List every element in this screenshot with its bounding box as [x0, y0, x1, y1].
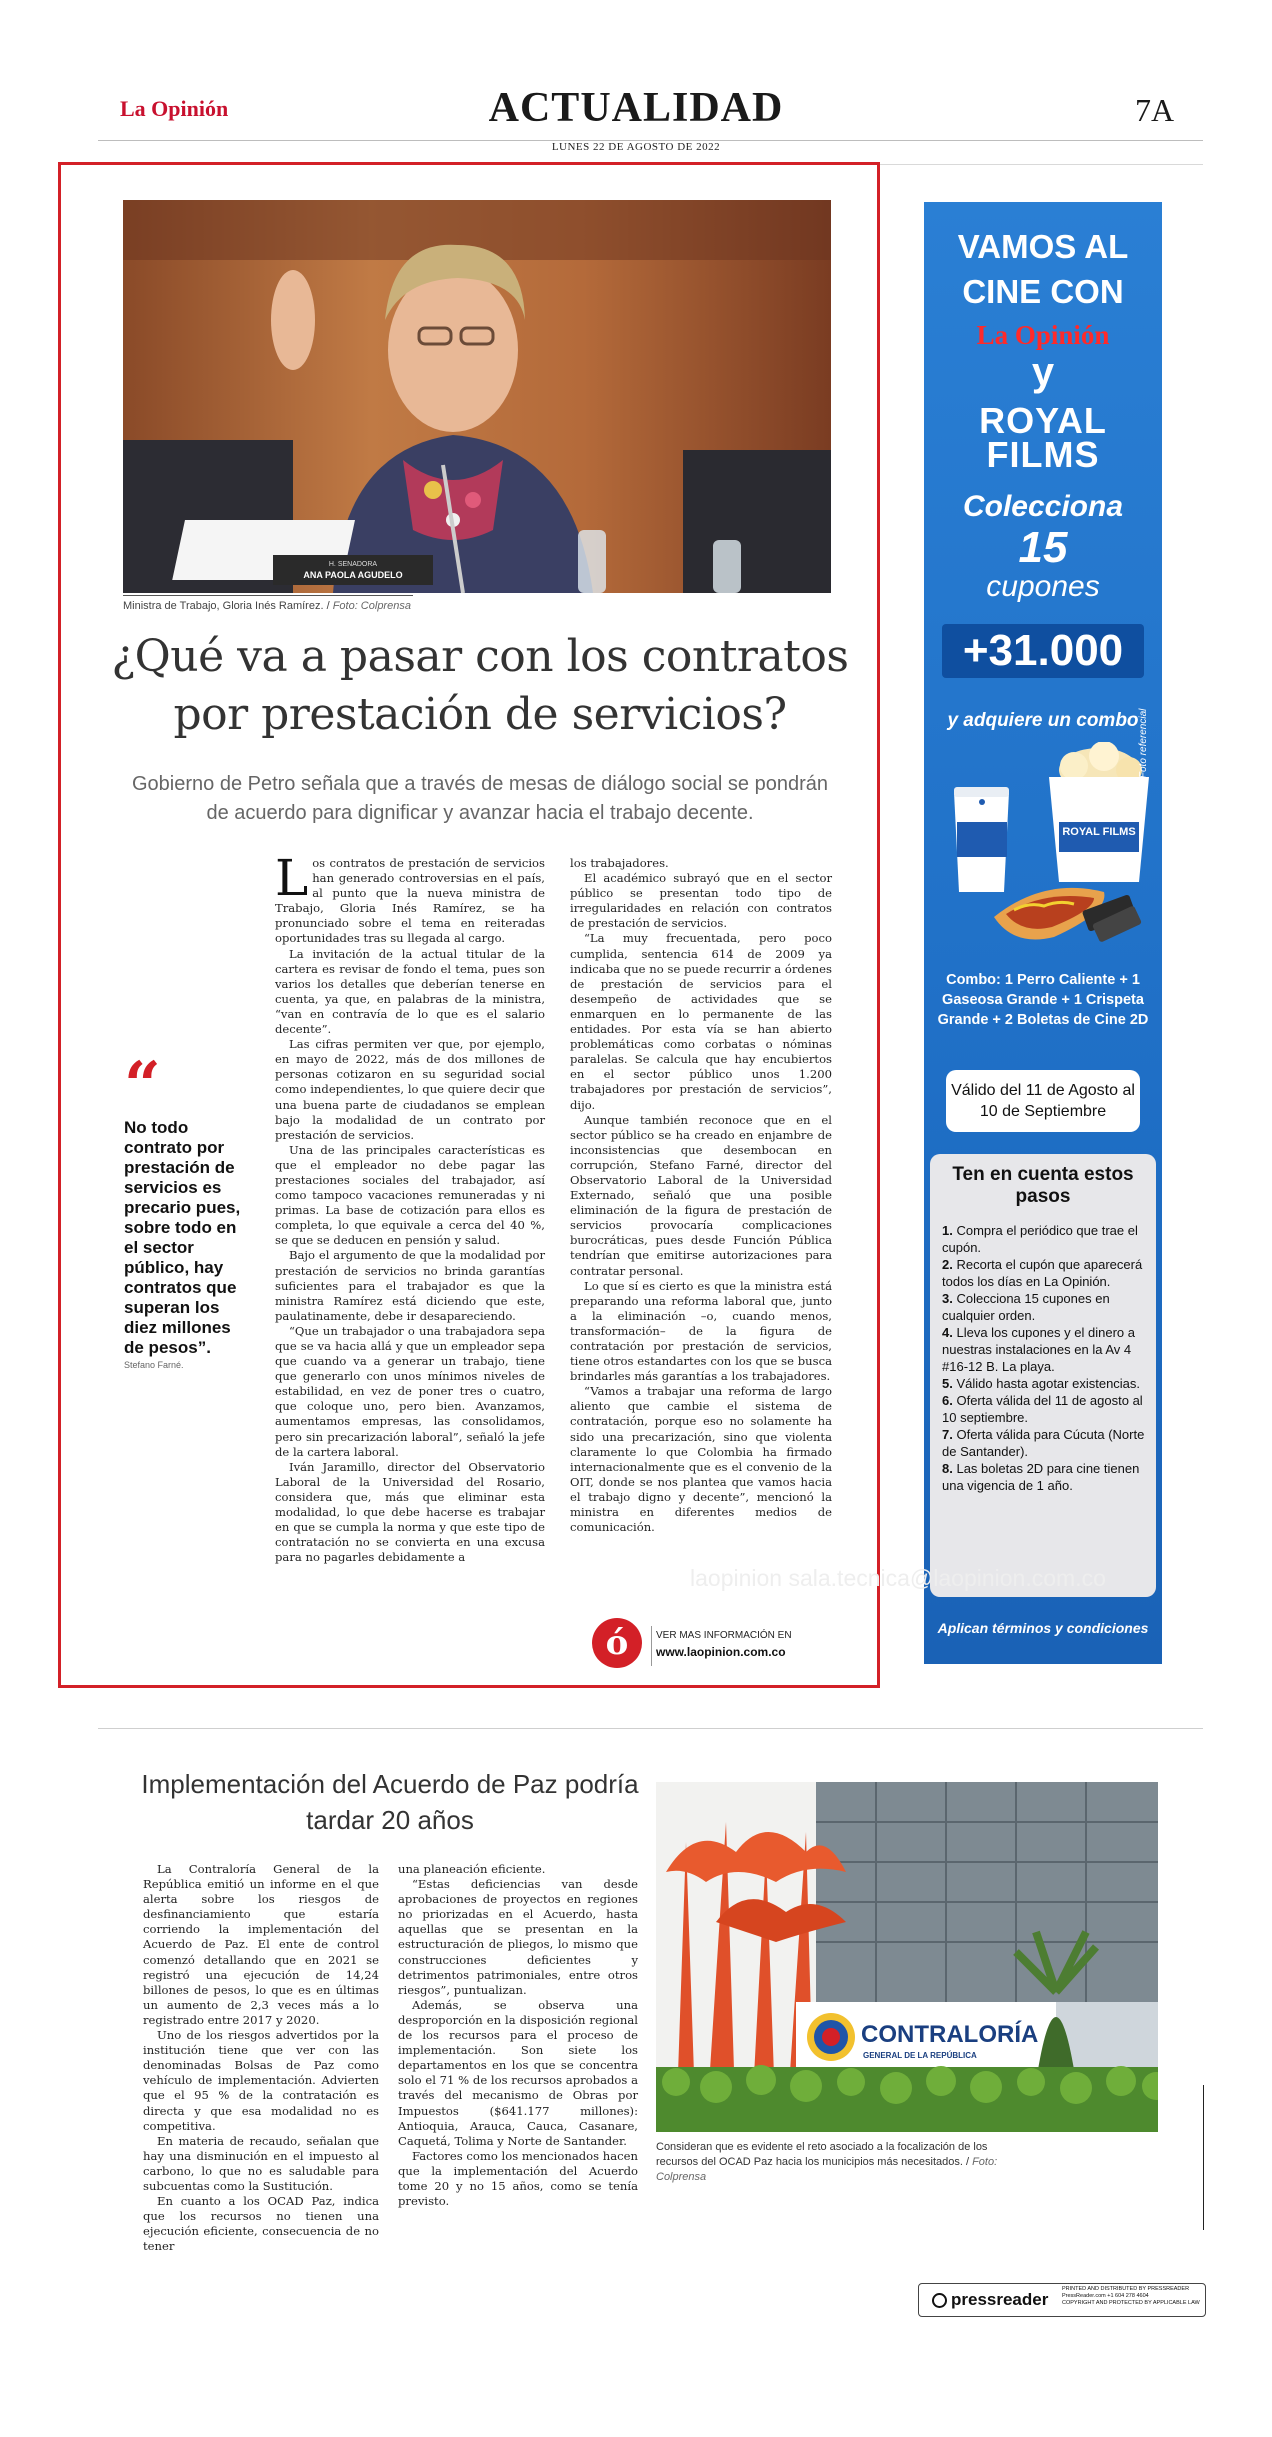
pull-quote-author: Stefano Farné.	[124, 1360, 184, 1370]
article-photo	[123, 200, 831, 593]
page-number: 7A	[1135, 92, 1175, 128]
article-paragraph: “Que un trabajador o una trabajadora sepa que se va hacia allá y que un empleador sepa que cuando va a generar un trabajo, tiene que generarlo con unos mínimos niveles de estabilidad, en vez de poner tres o cuatro, que coloque uno, pero bien. Avanzamos, aumentamos empresas, las consolidamos, pero sin precarización laboral”, señaló la jefe de la cartera laboral.	[275, 1323, 545, 1459]
second-article-headline: Implementación del Acuerdo de Paz podría tardar 20 años	[141, 1769, 639, 1835]
pressreader-icon	[932, 2293, 947, 2308]
ad-step: 4. Lleva los cupones y el dinero a nuestras instalaciones en la Av 4 #16-12 B. La playa.	[942, 1325, 1135, 1374]
article-paragraph: Además, se observa una desproporción en la disposición regional de los recursos para el proceso de implementación. Son siete los departamentos en los que se concentra solo el 71 % de los recursos aprobados a través del mecanismo de Obras por Impuestos ($641.177 millones): Antioquia, Arauca, Cauca, Casanare, Caquetá, Tolima y Norte de Santander.	[398, 1997, 638, 2148]
ad-step: 8. Las boletas 2D para cine tienen una vigencia de 1 año.	[942, 1461, 1140, 1493]
la-opinion-logo-icon: ó	[592, 1618, 642, 1668]
photo-caption	[123, 600, 411, 612]
ad-cupones: cupones	[986, 570, 1100, 603]
second-article-column-2	[398, 1862, 638, 2209]
ad-title: VAMOS AL CINE CON	[957, 228, 1129, 310]
ad-brand: La Opinión	[976, 320, 1110, 350]
ad-step: 5. Válido hasta agotar existencias.	[942, 1376, 1141, 1391]
margin-line	[1203, 2085, 1204, 2230]
box-label: ROYAL FILMS	[1062, 826, 1136, 838]
ad-terms: Aplican términos y condiciones	[937, 1620, 1149, 1636]
second-article-column-1	[143, 1862, 379, 2254]
contraloria-sign-sub: GENERAL DE LA REPÚBLICA	[863, 2051, 977, 2060]
article-paragraph: “Vamos a trabajar una reforma de largo aliento que cambie el sistema de contratación, porque eso no solamente ha sido una precarización, sino que violenta claramente lo que Colombia ha firmado internacionalmente que es el convenio de la OIT, donde se nos plantea que vamos hacia el trabajo digno y decente”, mencionó la ministra en diferentes medios de comunicación.	[570, 1384, 832, 1535]
article-paragraph: La invitación de la actual titular de la cartera es revisar de fondo el tema, pues son varios los detalles que deberían tenerse en cuenta, ya que, en palabras de la ministra, “van en contravía de lo que es el salario decente”.	[275, 946, 545, 1037]
pressreader-line: PRINTED AND DISTRIBUTED BY PRESSREADER	[1062, 2286, 1190, 2292]
article-paragraph: Aunque también reconoce que en el sector público se ha creado en enjambre de inconsistencias que desembocan en corrupción, Stefano Farné, director del Observatorio Laboral de la Universidad Externado, señaló que una posible eliminación de la figura de prestación de servicios provocaría complicaciones burocráticas, pues desde Función Pública tendrían que emitirse autorizaciones para contratar personal.	[570, 1112, 832, 1278]
ad-step: 1. Compra el periódico que trae el cupón.	[942, 1223, 1138, 1255]
nameplate-line1: H. SENADORA	[328, 561, 378, 568]
article-paragraph: Los contratos de prestación de servicios han generado controversias en el país, al punto que la nueva ministra de Trabajo, Gloria Inés Ramírez, se ha pronunciado sobre el tema en reiteradas oportunidades tras su llegada al cargo.	[275, 849, 545, 946]
article-paragraph: Lo que sí es cierto es que la ministra está preparando una reforma laboral que, junto a la eliminación –o, cuando menos, transformación– de la figura de contratación por prestación de servicios, tiene otros estandartes con los que se busca brindarles más garantías a los trabajadores.	[570, 1278, 832, 1384]
article-paragraph: “Estas deficiencias van desde aprobaciones de proyectos en regiones no priorizadas en el Acuerdo, hasta aquellas que se presentan en la estructuración de pliegos, lo mismo que construcciones deficientes y detrimentos patrimoniales, entre otros riesgos”, puntualizan.	[398, 1877, 638, 1997]
ad-step: 2. Recorta el cupón que aparecerá todos los días en La Opinión.	[942, 1257, 1143, 1289]
article-column-2	[570, 856, 832, 1535]
article-paragraph: En cuanto a los OCAD Paz, indica que los recursos no tienen una ejecución eficiente, consecuencia de no tener	[143, 2194, 379, 2254]
second-caption-text: Consideran que es evidente el reto asociado a la focalización de los recursos del OCAD Paz hacia los municipios más necesitados. /	[656, 2141, 988, 2168]
nameplate-line2: ANA PAOLA AGUDELO	[303, 570, 403, 580]
article-paragraph: una planeación eficiente.	[398, 1862, 546, 1876]
ad-step: 6. Oferta válida del 11 de agosto al 10 septiembre.	[942, 1393, 1143, 1425]
pressreader-line: PressReader.com +1 604 278 4604	[1062, 2293, 1149, 2299]
ad-reference-note: *Foto referencial	[1138, 708, 1149, 782]
article-paragraph: En materia de recaudo, señalan que hay una disminución en el impuesto al carbono, lo que no es saludable para subcuentas como la Sustitución.	[143, 2133, 379, 2193]
ad-combo-description: Combo: 1 Perro Caliente + 1 Gaseosa Grande + 1 Crispeta Grande + 2 Boletas de Cine 2D	[937, 972, 1149, 1028]
article-paragraph: Bajo el argumento de que la modalidad por prestación de servicios no brinda garantías suficientes para el trabajador es que la ministra Ramírez está diciendo que este, paulatinamente, debe ir desapareciendo.	[275, 1248, 545, 1323]
ad-combo-title: y adquiere un combo	[947, 710, 1139, 731]
article-paragraph: Factores como los mencionados hacen que la implementación del Acuerdo tome 20 y no 15 años, como se tenía previsto.	[398, 2148, 638, 2209]
drop-cap: L	[275, 849, 309, 907]
contraloria-sign: CONTRALORÍA	[861, 2021, 1039, 2048]
article-paragraph: Iván Jaramillo, director del Observatorio Laboral de la Universidad del Rosario, considera que, más que eliminar esta modalidad, lo que debe hacerse es trabajar en que se cumpla la norma y que este tipo de contratación no se convierta en una excusa para no pagarles debidamente a	[275, 1459, 545, 1565]
section-divider	[98, 1728, 1203, 1729]
article-column-1	[275, 849, 545, 1565]
pull-quote: No todo contrato por prestación de servicios es precario pues, sobre todo en el sector público, hay contratos que superan los diez millones de pesos”.	[124, 1118, 241, 1357]
pressreader-logo: pressreader	[932, 2290, 1048, 2310]
photo-caption-text: Ministra de Trabajo, Gloria Inés Ramírez. /	[123, 600, 333, 612]
combo-food-icon	[934, 742, 1152, 962]
section-title: ACTUALIDAD	[488, 85, 784, 131]
ad-coupon-number: 15	[1018, 523, 1068, 572]
ad-steps-title: Ten en cuenta estos pasos	[952, 1164, 1134, 1207]
pressreader-line: COPYRIGHT AND PROTECTED BY APPLICABLE LAW	[1062, 2300, 1200, 2306]
article-paragraph: El académico subrayó que en el sector público se presentan todo tipo de irregularidades en relación con contratos de prestación de servicios.	[570, 871, 832, 931]
more-info-divider	[651, 1626, 652, 1666]
ad-colecciona: Colecciona	[962, 490, 1124, 523]
newspaper-brand: La Opinión	[120, 96, 229, 121]
quote-mark-icon: “	[124, 1048, 161, 1123]
second-caption-credit: Foto: Colprensa	[656, 2156, 998, 2183]
ad-step: 3. Colecciona 15 cupones en cualquier orden.	[942, 1291, 1110, 1323]
article-paragraph: La Contraloría General de la República emitió un informe en el que alerta sobre los riesgos de desfinanciamiento que estaría corriendo la implementación del Acuerdo de Paz. El ente de control comenzó detallando que en 2021 se registró una ejecución de 14,24 billones de pesos, lo que es en últimas un aumento de 2,3 veces más a lo registrado entre 2017 y 2020.	[143, 1862, 379, 2027]
pressreader-notice	[1062, 2286, 1202, 2307]
more-info-link[interactable]: www.laopinion.com.co	[656, 1645, 786, 1659]
ad-steps-list	[942, 1222, 1150, 1494]
more-info-label: VER MAS INFORMACIÓN EN	[656, 1630, 792, 1641]
ad-count-badge: +31.000	[942, 624, 1144, 678]
article-paragraph: Uno de los riesgos advertidos por la institución tiene que ver con las denominadas Bolsas de Paz como vehículo de implementación. Advierten que el 95 % de la contratación es directa y que esa modalidad no es competitiva.	[143, 2028, 379, 2133]
caption-rule	[123, 595, 413, 596]
page-watermark: laopinion sala.tecnica@laopinion.com.co	[690, 1565, 1106, 1591]
photo-caption-credit: Foto: Colprensa	[332, 600, 411, 612]
article-deck: Gobierno de Petro señala que a través de mesas de diálogo social se pondrán de acuerdo para dignificar y avanzar hacia el trabajo decente.	[131, 773, 828, 824]
ad-validity: Válido del 11 de Agosto al 10 de Septiembre	[946, 1070, 1140, 1132]
ad-conjunction: y	[1031, 350, 1055, 394]
article-paragraph: los trabajadores.	[570, 856, 669, 870]
ad-royal-films: ROYAL FILMS	[979, 400, 1107, 475]
article-paragraph: “La muy frecuentada, pero poco cumplida, sentencia 614 de 2009 ya indicaba que no se puede recurrir a órdenes de prestación de servicios para el desempeño de actividades que se enmarquen en lo permanente de las entidades. Por esta vía se han abierto problemáticas como corbatas o nóminas paralelas. Se calcula que hay encubiertos en el sector público unos 1.200 trabajadores por prestación de servicios”, dijo.	[570, 931, 832, 1112]
article-headline: ¿Qué va a pasar con los contratos por prestación de servicios?	[111, 631, 849, 740]
date-text: LUNES 22 DE AGOSTO DE 2022	[544, 141, 728, 153]
contraloria-photo	[656, 1782, 1158, 2132]
dateline	[0, 135, 1272, 154]
promo-ad[interactable]	[924, 202, 1162, 1664]
article-paragraph: Una de las principales características es que el empleador no debe pagar las prestaciones sociales del trabajador, así como tampoco vacaciones remuneradas y ni primas. La base de cotización para ellos es completa, lo que equivale a cerca del 40 %, se que se deducen en pensión y salud.	[275, 1142, 545, 1248]
ad-step: 7. Oferta válida para Cúcuta (Norte de Santander).	[942, 1427, 1145, 1459]
article-paragraph: Las cifras permiten ver que, por ejemplo, en mayo de 2022, más de dos millones de personas cotizaron en su seguridad social como independientes, lo que quiere decir que una buena parte de ciudadanos se emplean bajo la modalidad de un contrato por prestación de servicios.	[275, 1037, 545, 1142]
second-photo-caption	[656, 2140, 1016, 2185]
